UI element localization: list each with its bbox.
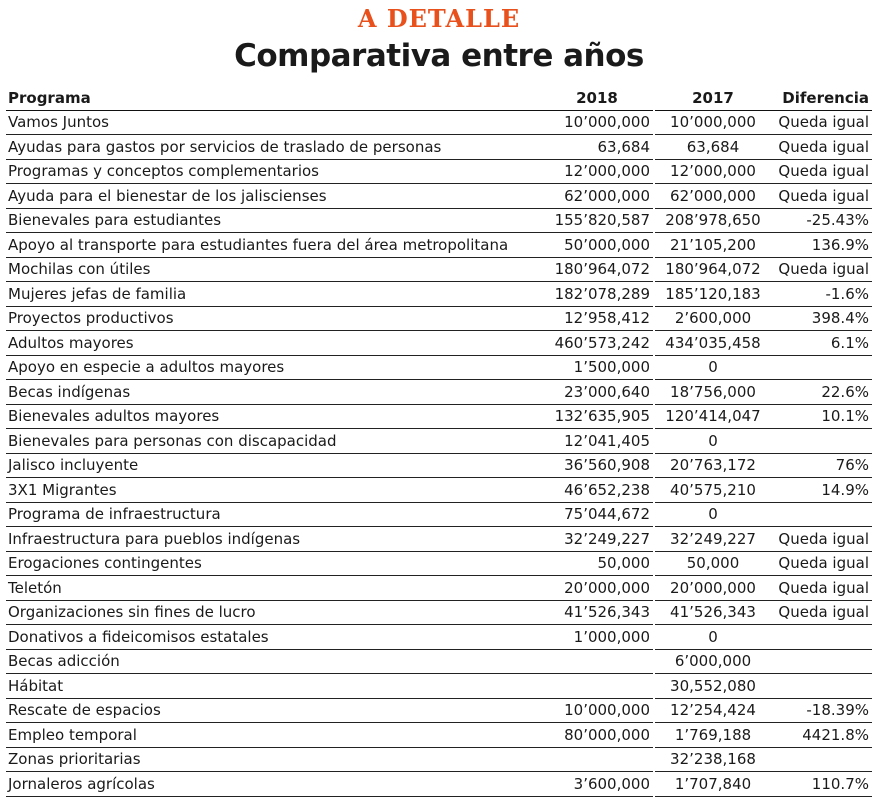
program-cell: Becas adicción (6, 649, 542, 674)
difference-cell: Queda igual (772, 184, 872, 209)
difference-cell (772, 649, 872, 674)
table-row (6, 723, 872, 748)
value-2018-cell: 12’041,405 (542, 429, 654, 454)
value-2017-cell: 63,684 (654, 135, 772, 160)
value-2018-cell: 41’526,343 (542, 600, 654, 625)
value-2018-cell: 23’000,640 (542, 380, 654, 405)
difference-cell (772, 355, 872, 380)
value-2018-cell: 46’652,238 (542, 478, 654, 503)
program-cell: Programas y conceptos complementarios (6, 159, 542, 184)
difference-cell: 398.4% (772, 306, 872, 331)
program-cell: Apoyo al transporte para estudiantes fuera del área metropolitana (6, 233, 542, 258)
table-row (6, 502, 872, 527)
difference-cell: Queda igual (772, 110, 872, 135)
value-2018-cell: 12’000,000 (542, 159, 654, 184)
table-row (6, 674, 872, 699)
difference-cell: Queda igual (772, 551, 872, 576)
difference-cell: -18.39% (772, 698, 872, 723)
program-cell: Empleo temporal (6, 723, 542, 748)
difference-cell: Queda igual (772, 600, 872, 625)
difference-cell: 6.1% (772, 331, 872, 356)
difference-cell: -1.6% (772, 282, 872, 307)
value-2017-cell: 21’105,200 (654, 233, 772, 258)
program-cell: Proyectos productivos (6, 306, 542, 331)
difference-cell: 76% (772, 453, 872, 478)
value-2018-cell: 155’820,587 (542, 208, 654, 233)
difference-cell: 110.7% (772, 772, 872, 797)
value-2017-cell: 12’254,424 (654, 698, 772, 723)
program-cell: Infraestructura para pueblos indígenas (6, 527, 542, 552)
program-cell: Bienevales para estudiantes (6, 208, 542, 233)
value-2017-cell: 41’526,343 (654, 600, 772, 625)
table-row (6, 747, 872, 772)
difference-cell: 4421.8% (772, 723, 872, 748)
difference-cell: Queda igual (772, 257, 872, 282)
value-2017-cell: 0 (654, 429, 772, 454)
value-2018-cell: 180’964,072 (542, 257, 654, 282)
difference-cell: 10.1% (772, 404, 872, 429)
value-2017-cell: 12’000,000 (654, 159, 772, 184)
difference-cell (772, 674, 872, 699)
value-2017-cell: 0 (654, 355, 772, 380)
value-2018-cell: 460’573,242 (542, 331, 654, 356)
value-2017-cell: 30,552,080 (654, 674, 772, 699)
value-2017-cell: 40’575,210 (654, 478, 772, 503)
program-cell: Bienevales para personas con discapacidad (6, 429, 542, 454)
table-row (6, 551, 872, 576)
table-row (6, 453, 872, 478)
table-row (6, 331, 872, 356)
program-cell: Hábitat (6, 674, 542, 699)
table-row (6, 429, 872, 454)
value-2017-cell: 32’249,227 (654, 527, 772, 552)
value-2017-cell: 180’964,072 (654, 257, 772, 282)
value-2018-cell (542, 674, 654, 699)
value-2017-cell: 0 (654, 502, 772, 527)
difference-cell (772, 502, 872, 527)
table-row (6, 208, 872, 233)
table-row (6, 772, 872, 797)
value-2017-cell: 18’756,000 (654, 380, 772, 405)
table-row (6, 404, 872, 429)
table-row (6, 649, 872, 674)
program-cell: Jalisco incluyente (6, 453, 542, 478)
value-2017-cell: 32’238,168 (654, 747, 772, 772)
difference-cell (772, 429, 872, 454)
table-row (6, 257, 872, 282)
table-row (6, 600, 872, 625)
program-cell: Ayudas para gastos por servicios de traslado de personas (6, 135, 542, 160)
table-row (6, 698, 872, 723)
page-title: Comparativa entre años (234, 38, 644, 74)
program-cell: 3X1 Migrantes (6, 478, 542, 503)
value-2017-cell: 434’035,458 (654, 331, 772, 356)
value-2018-cell: 1’000,000 (542, 625, 654, 650)
value-2017-cell: 62’000,000 (654, 184, 772, 209)
value-2018-cell: 63,684 (542, 135, 654, 160)
table-row (6, 527, 872, 552)
program-cell: Adultos mayores (6, 331, 542, 356)
difference-cell: 14.9% (772, 478, 872, 503)
program-cell: Ayuda para el bienestar de los jaliscienses (6, 184, 542, 209)
value-2018-cell: 10’000,000 (542, 698, 654, 723)
program-cell: Organizaciones sin fines de lucro (6, 600, 542, 625)
kicker-label: A DETALLE (357, 4, 521, 33)
difference-cell: 136.9% (772, 233, 872, 258)
value-2017-cell: 1’707,840 (654, 772, 772, 797)
difference-cell: Queda igual (772, 159, 872, 184)
table-row (6, 355, 872, 380)
table-row (6, 282, 872, 307)
difference-cell (772, 747, 872, 772)
value-2017-cell: 50,000 (654, 551, 772, 576)
value-2017-cell: 20’000,000 (654, 576, 772, 601)
table-row (6, 306, 872, 331)
value-2017-cell: 20’763,172 (654, 453, 772, 478)
value-2018-cell: 50,000 (542, 551, 654, 576)
table-row (6, 478, 872, 503)
value-2018-cell: 132’635,905 (542, 404, 654, 429)
program-cell: Apoyo en especie a adultos mayores (6, 355, 542, 380)
value-2017-cell: 120’414,047 (654, 404, 772, 429)
program-cell: Programa de infraestructura (6, 502, 542, 527)
difference-cell: Queda igual (772, 135, 872, 160)
difference-cell: Queda igual (772, 576, 872, 601)
value-2018-cell: 10’000,000 (542, 110, 654, 135)
program-cell: Bienevales adultos mayores (6, 404, 542, 429)
table-row (6, 135, 872, 160)
value-2017-cell: 185’120,183 (654, 282, 772, 307)
comparison-table (6, 86, 872, 797)
table-row (6, 184, 872, 209)
table-row (6, 576, 872, 601)
value-2018-cell: 20’000,000 (542, 576, 654, 601)
column-header-2018: 2018 (542, 86, 654, 110)
value-2018-cell: 62’000,000 (542, 184, 654, 209)
program-cell: Donativos a fideicomisos estatales (6, 625, 542, 650)
value-2017-cell: 6’000,000 (654, 649, 772, 674)
difference-cell: Queda igual (772, 527, 872, 552)
value-2018-cell: 50’000,000 (542, 233, 654, 258)
table-row (6, 625, 872, 650)
value-2018-cell (542, 649, 654, 674)
value-2018-cell: 3’600,000 (542, 772, 654, 797)
program-cell: Becas indígenas (6, 380, 542, 405)
value-2018-cell: 1’500,000 (542, 355, 654, 380)
value-2018-cell: 36’560,908 (542, 453, 654, 478)
program-cell: Jornaleros agrícolas (6, 772, 542, 797)
value-2017-cell: 1’769,188 (654, 723, 772, 748)
program-cell: Mujeres jefas de familia (6, 282, 542, 307)
value-2018-cell (542, 747, 654, 772)
value-2018-cell: 32’249,227 (542, 527, 654, 552)
program-cell: Erogaciones contingentes (6, 551, 542, 576)
program-cell: Zonas prioritarias (6, 747, 542, 772)
column-header-diferencia: Diferencia (772, 86, 872, 110)
value-2018-cell: 80’000,000 (542, 723, 654, 748)
value-2017-cell: 0 (654, 625, 772, 650)
table-row (6, 110, 872, 135)
value-2017-cell: 10’000,000 (654, 110, 772, 135)
difference-cell: 22.6% (772, 380, 872, 405)
value-2018-cell: 12’958,412 (542, 306, 654, 331)
program-cell: Teletón (6, 576, 542, 601)
difference-cell: -25.43% (772, 208, 872, 233)
column-header-programa: Programa (6, 86, 542, 110)
table-header-row (6, 86, 872, 110)
table-row (6, 233, 872, 258)
program-cell: Rescate de espacios (6, 698, 542, 723)
program-cell: Vamos Juntos (6, 110, 542, 135)
value-2018-cell: 182’078,289 (542, 282, 654, 307)
table-row (6, 380, 872, 405)
value-2017-cell: 208’978,650 (654, 208, 772, 233)
column-header-2017: 2017 (654, 86, 772, 110)
table-row (6, 159, 872, 184)
difference-cell (772, 625, 872, 650)
program-cell: Mochilas con útiles (6, 257, 542, 282)
value-2017-cell: 2’600,000 (654, 306, 772, 331)
value-2018-cell: 75’044,672 (542, 502, 654, 527)
